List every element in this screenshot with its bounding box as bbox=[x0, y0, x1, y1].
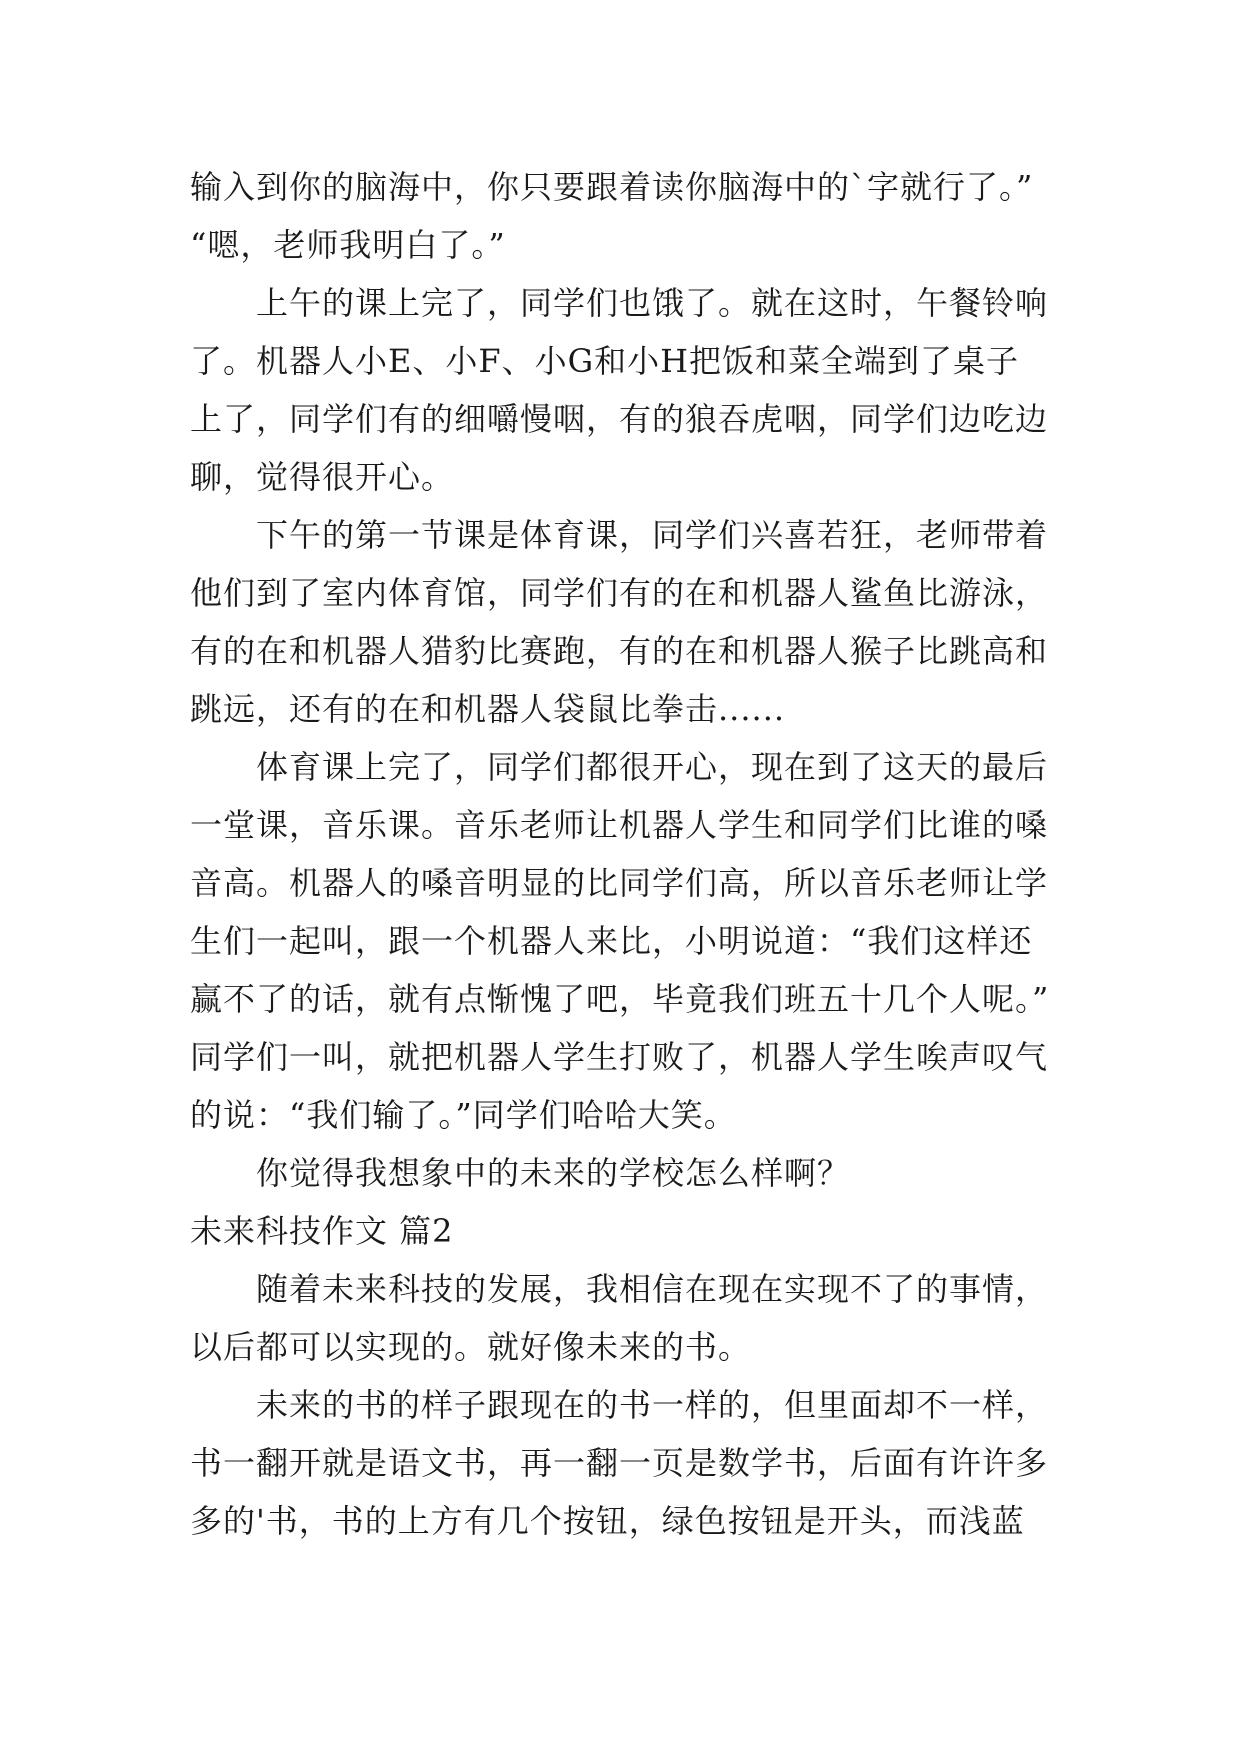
text-line: 多的'书，书的上方有几个按钮，绿色按钮是开头，而浅蓝 bbox=[190, 1502, 1025, 1540]
text-line: 聊，觉得很开心。 bbox=[190, 458, 455, 496]
paragraph-start-line: 上午的课上完了，同学们也饿了。就在这时，午餐铃响 bbox=[256, 284, 1049, 322]
text-line: 同学们一叫，就把机器人学生打败了，机器人学生唉声叹气 bbox=[190, 1038, 1049, 1076]
text-line: 书一翻开就是语文书，再一翻一页是数学书，后面有许许多 bbox=[190, 1444, 1049, 1482]
text-line: 有的在和机器人猎豹比赛跑，有的在和机器人猴子比跳高和 bbox=[190, 632, 1049, 670]
text-line: 输入到你的脑海中，你只要跟着读你脑海中的`字就行了。” bbox=[190, 168, 1034, 206]
paragraph-start-line: 随着未来科技的发展，我相信在现在实现不了的事情， bbox=[256, 1270, 1049, 1308]
text-line: 音高。机器人的嗓音明显的比同学们高，所以音乐老师让学 bbox=[190, 864, 1049, 902]
text-line: 上了，同学们有的细嚼慢咽，有的狼吞虎咽，同学们边吃边 bbox=[190, 400, 1049, 438]
text-line: 生们一起叫，跟一个机器人来比，小明说道：“我们这样还 bbox=[190, 922, 1033, 960]
paragraph-start-line: 体育课上完了，同学们都很开心，现在到了这天的最后 bbox=[256, 748, 1049, 786]
paragraph-start-line: 下午的第一节课是体育课，同学们兴喜若狂，老师带着 bbox=[256, 516, 1049, 554]
section-heading: 未来科技作文 篇2 bbox=[190, 1212, 454, 1250]
paragraph-start-line: 你觉得我想象中的未来的学校怎么样啊？ bbox=[256, 1154, 851, 1192]
text-line: 赢不了的话，就有点惭愧了吧，毕竟我们班五十几个人呢。” bbox=[190, 980, 1050, 1018]
paragraph-start-line: 未来的书的样子跟现在的书一样的，但里面却不一样， bbox=[256, 1386, 1049, 1424]
text-line: “嗯，老师我明白了。” bbox=[190, 226, 506, 264]
text-line: 的说：“我们输了。”同学们哈哈大笑。 bbox=[190, 1096, 737, 1134]
text-line: 跳远，还有的在和机器人袋鼠比拳击...... bbox=[190, 690, 786, 728]
text-line: 一堂课，音乐课。音乐老师让机器人学生和同学们比谁的嗓 bbox=[190, 806, 1049, 844]
text-line: 他们到了室内体育馆，同学们有的在和机器人鲨鱼比游泳， bbox=[190, 574, 1049, 612]
text-line: 了。机器人小E、小F、小G和小H把饭和菜全端到了桌子 bbox=[190, 342, 1020, 380]
essay-body bbox=[190, 158, 1060, 1550]
text-line: 以后都可以实现的。就好像未来的书。 bbox=[190, 1328, 752, 1366]
